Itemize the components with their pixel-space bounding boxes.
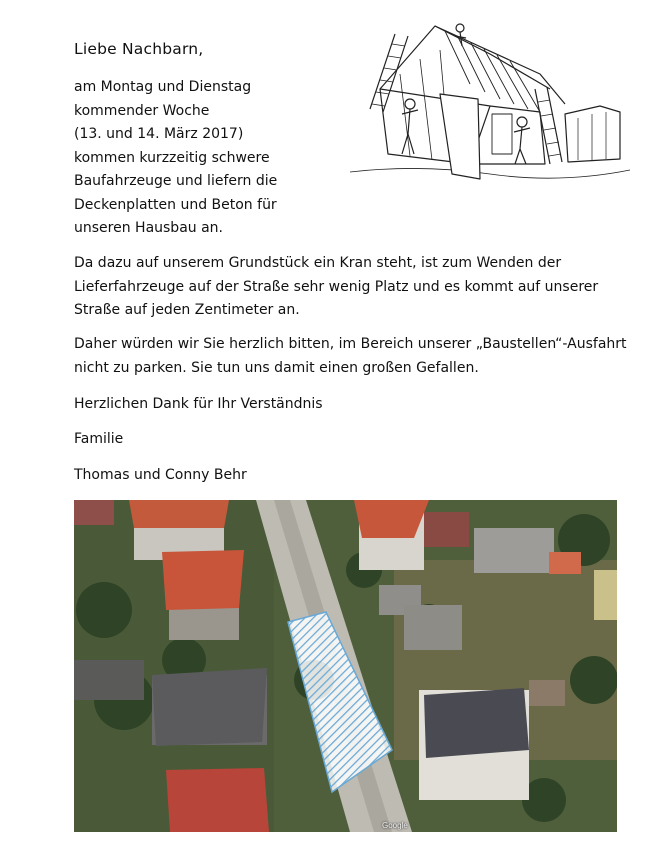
paragraph-crane: Da dazu auf unserem Grundstück ein Kran steht, ist zum Wenden der Lieferfahrzeuge auf der Straße sehr wenig Platz und es kommt auf unserer Straße auf jeden Zentimeter an. — [74, 255, 599, 318]
signature: Thomas und Conny Behr — [74, 467, 247, 483]
aerial-map — [74, 500, 617, 832]
intro-line: kommender Woche — [74, 102, 210, 119]
intro-line: unseren Hausbau an. — [74, 220, 224, 236]
intro-block — [74, 76, 277, 241]
map-attribution: Google — [382, 821, 408, 830]
house-construction-drawing — [340, 14, 636, 186]
intro-line: (13. und 14. März 2017) — [74, 126, 244, 142]
intro-line: Baufahrzeuge und liefern die — [74, 173, 278, 189]
intro-line: am Montag und Dienstag — [74, 79, 252, 95]
paragraph-request: Daher würden wir Sie herzlich bitten, im Bereich unserer „Baustellen“-Ausfahrt nicht zu parken. Sie tun uns damit einen großen Gefallen. — [74, 336, 627, 376]
greeting: Liebe Nachbarn, — [74, 40, 204, 58]
intro-line: kommen kurzzeitig schwere — [74, 149, 270, 166]
intro-line: Deckenplatten und Beton für — [74, 196, 277, 213]
family-label: Familie — [74, 431, 124, 447]
thanks-line: Herzlichen Dank für Ihr Verständnis — [74, 396, 323, 412]
